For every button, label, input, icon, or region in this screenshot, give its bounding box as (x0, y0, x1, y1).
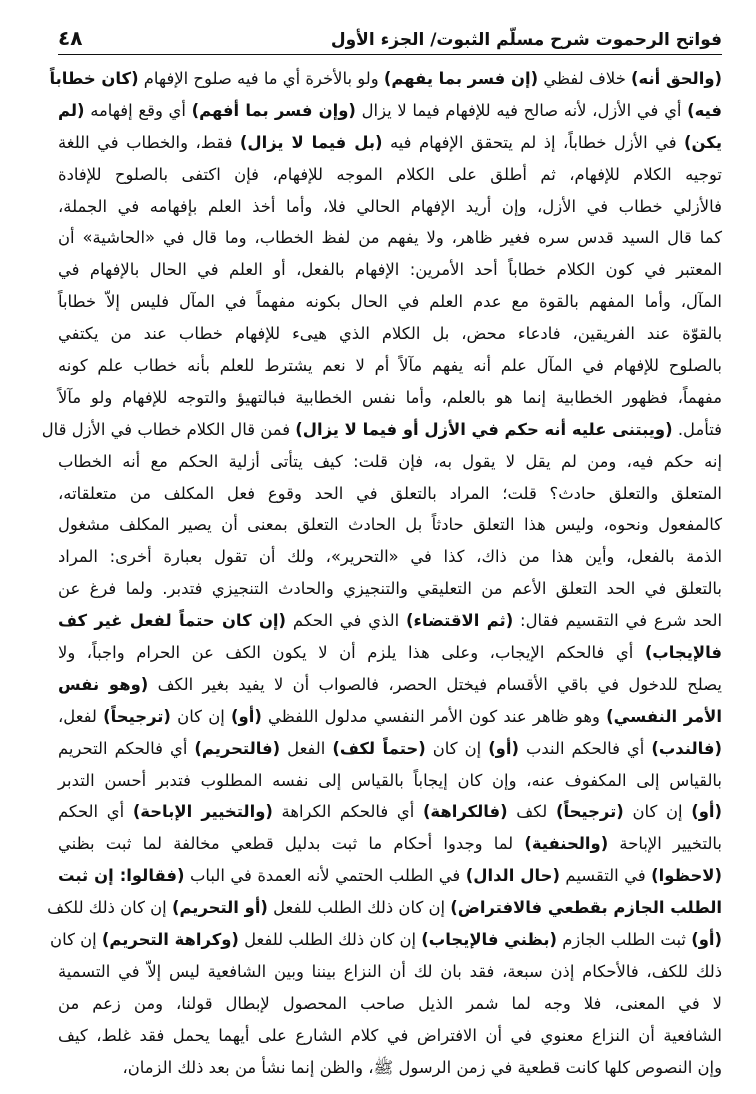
matn-text: (والتخيير الإباحة) (132, 802, 273, 822)
matn-text: (بل فيما لا يزال) (239, 132, 383, 152)
sharh-text: إن كان (425, 738, 489, 758)
text-line (58, 350, 722, 382)
sharh-text: الذمة بالفعل، وأين هذا من ذاك، كذا في «التحرير»، ولك أن تقول بعبارة أخرى: المراد (58, 547, 722, 567)
text-line (58, 382, 722, 414)
matn-text: فالإيجاب) (644, 643, 722, 663)
sharh-text: مفهماً، فظهور الخطابية إنما هو بالعلم، وأما نفس الخطابية فبالتهيؤ والتوجه للإفهام ولو مآلاً (58, 387, 722, 407)
sharh-text: أي فالحكم الإيجاب، وعلى هذا يلزم أن لا يكون الكف عن الحرام واجباً، ولا (58, 643, 645, 663)
matn-text: فيه) (687, 100, 723, 120)
matn-text: يكن) (684, 132, 722, 152)
matn-text: (لاحظوا) (651, 866, 722, 886)
page-header (58, 18, 722, 55)
sharh-text: لفعل، (58, 706, 104, 726)
sharh-text: يصلح للدخول في باقي الأقسام فيختل الحصر، فالصواب أن لا يفيد بغير الكف (148, 674, 722, 694)
sharh-text: لما وجدوا أحكام ما ثبت بدليل قطعي مخالفة لما ثبت بظني (58, 834, 525, 854)
matn-text: الأمر النفسي) (606, 706, 723, 726)
sharh-text: المآل، وأما المفهم بالقوة مع عدم العلم في الحال بكونه مفهماً في المآل فليس إلاّ خطاباً (58, 292, 722, 312)
sharh-text: بالقوّة عند الفريقين، فادعاء محض، بل الكلام الذي هيىء للإفهام خطاب عند من يكتفي (58, 324, 722, 344)
sharh-text: بالتخيير الإباحة (608, 834, 722, 854)
sharh-text: بالصلوح للإفهام في المآل علم أنه يفهم مآلاً أم لا نعم يشترط للعلم بأنه خطاب علم كونه (58, 356, 722, 376)
body-text (41, 63, 723, 1084)
text-line (58, 796, 722, 828)
sharh-text: الشافعية أن النزاع معنوي في أن الافتراض في كلام الشارع على أيهما يحمل فقد غلط، كيف (58, 1025, 722, 1045)
matn-text: (وإن فسر بما أفهم) (191, 100, 356, 120)
matn-text: (وهو نفس (58, 674, 149, 694)
text-line (58, 509, 722, 541)
sharh-text: إن كان ذلك الطلب للفعل (238, 930, 422, 950)
sharh-text: أي في الأزل، لأنه صالح فيه للإفهام فيما لا يزال (355, 100, 688, 120)
matn-text: (ترجيحاً) (103, 706, 171, 726)
matn-text: (أو) (488, 738, 519, 758)
text-line (58, 1052, 722, 1084)
sharh-text: فمن قال الكلام خطاب في الأزل قال (41, 419, 296, 439)
matn-text: (فالندب) (651, 738, 722, 758)
text-line (58, 95, 722, 127)
text-line (58, 478, 722, 510)
sharh-text: أي الحكم (58, 802, 133, 822)
matn-text: (والحق أنه) (631, 69, 722, 88)
text-line (58, 765, 722, 797)
text-line (58, 222, 722, 254)
text-line (41, 414, 722, 446)
text-line (58, 637, 722, 669)
matn-text: (ثم الاقتضاء) (405, 611, 514, 631)
sharh-text: إن كان (50, 930, 102, 950)
page-number: ٤٨ (58, 26, 83, 50)
matn-text: (فقالوا: إن ثبت (58, 866, 185, 886)
matn-text: (أو التحريم) (171, 898, 268, 918)
matn-text: الطلب الجازم بقطعي فالافتراض) (450, 898, 722, 918)
book-page (41, 18, 723, 1078)
matn-text: (حال الدال) (465, 866, 560, 886)
sharh-text: فتأمل. (672, 419, 722, 439)
matn-text: (وكراهة التحريم) (101, 930, 239, 950)
sharh-text: ثبت الطلب الجازم (557, 930, 692, 950)
sharh-text: وإن النصوص كلها كانت قطعية في زمن الرسول ﷺ، والظن إنما نشأ من بعد ذلك الزمان، (122, 1057, 722, 1077)
text-line (58, 988, 722, 1020)
sharh-text: إن كان (170, 706, 232, 726)
text-line (58, 669, 722, 701)
sharh-text: خلاف لفظي (538, 69, 632, 88)
sharh-text: كالمفعول ونحوه، وليس هذا التعلق حادثاً بل الحادث التعلق بمعنى أن يصير المكلف مشغول (58, 515, 722, 535)
sharh-text: وهو ظاهر عند كون الأمر النفسي مدلول اللفظي (261, 706, 607, 726)
matn-text: (أو) (691, 802, 722, 822)
sharh-text: الحد شرع في التقسيم فقال: (513, 611, 722, 631)
sharh-text: المتعلق والتعلق حادث؟ قلت؛ المراد بالتعلق في الحد وقوع فعل المكلف من متعلقاته، (58, 483, 722, 503)
matn-text: (بظني فالإيجاب) (421, 930, 558, 950)
text-line (47, 892, 722, 924)
sharh-text: إنه حكم فيه، ومن لم يقل لا يقول به، فإن قلت: كيف يتأتى أزلية الحكم مع أنه الخطاب (58, 451, 722, 471)
text-line (58, 541, 722, 573)
matn-text: (ترجيحاً) (555, 802, 624, 822)
text-line (58, 127, 722, 159)
sharh-text: ذلك للكف، فالأحكام إذن سبعة، فقد بان لك أن النزاع بيننا وبين الشافعية ليس إلاّ في التسمية (58, 961, 722, 981)
matn-text: (والحنفية) (524, 834, 609, 854)
sharh-text: المعتبر في كون الكلام خطاباً أحد الأمرين: الإفهام بالفعل، أو العلم في الحال بالإفهام في (58, 260, 722, 280)
sharh-text: أي فالحكم التحريم (58, 738, 195, 758)
sharh-text: في التقسيم (559, 866, 652, 886)
sharh-text: إن كان ذلك الطلب للفعل (267, 898, 451, 918)
matn-text: (فالتحريم) (194, 738, 281, 758)
text-line (58, 286, 722, 318)
sharh-text: فالأزلي خطاب في الأزل، وإن أريد الإفهام الحالي فلا، وأما أخذ العلم بإفهامه في الجملة، (58, 196, 722, 216)
text-line (58, 159, 722, 191)
text-line (58, 318, 722, 350)
text-line (58, 733, 722, 765)
text-line (58, 573, 722, 605)
sharh-text: أي فالحكم الكراهة (272, 802, 423, 822)
sharh-text: فقط، والخطاب في اللغة (58, 132, 240, 152)
sharh-text: إن كان ذلك للكف (47, 898, 172, 918)
text-line (58, 956, 722, 988)
sharh-text: في الأزل خطاباً، إذ لم يتحقق الإفهام فيه (382, 132, 685, 152)
sharh-text: أي فالحكم الندب (518, 738, 652, 758)
matn-text: (ويبتنى عليه أنه حكم في الأزل أو فيما لا يزال) (295, 419, 673, 439)
text-line (58, 1020, 722, 1052)
matn-text: (حتماً لكف) (332, 738, 426, 758)
matn-text: (أو) (691, 930, 722, 950)
sharh-text: الفعل (280, 738, 333, 758)
sharh-text: أي وقع إفهامه (84, 100, 192, 120)
sharh-text: في الطلب الحتمي لأنه العمدة في الباب (184, 866, 466, 886)
sharh-text: كما قال السيد قدس سره فغير ظاهر، ولا يفهم من لفظ الخطاب، وما قال في «الحاشية» أن (58, 228, 722, 248)
sharh-text: الذي في الحكم (286, 611, 406, 631)
text-line (58, 254, 722, 286)
text-line (58, 191, 722, 223)
matn-text: (لم (58, 100, 85, 120)
sharh-text: توجيه الكلام للإفهام، ثم أطلق على الكلام الموجه للإفهام، فإن اكتفى بالصلوح للإفادة (58, 164, 722, 184)
matn-text: (إن كان حتماً لفعل غير كف (58, 611, 287, 631)
matn-text: (كان خطاباً (49, 69, 139, 88)
sharh-text: بالقياس إلى المكفوف عنه، وإن كان إيجاباً بالقياس إلى نفسه المطلوب فتدبر أحسن التدبر (58, 770, 722, 790)
text-line (50, 924, 722, 956)
text-line (58, 701, 722, 733)
sharh-text: لا في المعنى، فلا وجه لما شمر الذيل صاحب المحصول لإبطال قولنا، ومن زعم من (58, 993, 722, 1013)
sharh-text: ولو بالأخرة أي ما فيه صلوح الإفهام (138, 69, 384, 88)
matn-text: (أو) (231, 706, 262, 726)
text-line (58, 860, 722, 892)
matn-text: (إن فسر بما يفهم) (383, 69, 539, 88)
matn-text: (فالكراهة) (422, 802, 508, 822)
running-title: فواتح الرحموت شرح مسلّم الثبوت/ الجزء الأول (330, 30, 722, 50)
text-line (58, 446, 722, 478)
text-line (58, 828, 722, 860)
sharh-text: إن كان (623, 802, 692, 822)
text-line (49, 63, 722, 95)
sharh-text: بالتعلق في الحد التعلق الأعم من التعليقي والتنجيزي والحادث التنجيزي فتدبر. ولما فرغ عن (58, 579, 722, 599)
sharh-text: لكف (507, 802, 556, 822)
text-line (58, 605, 722, 637)
